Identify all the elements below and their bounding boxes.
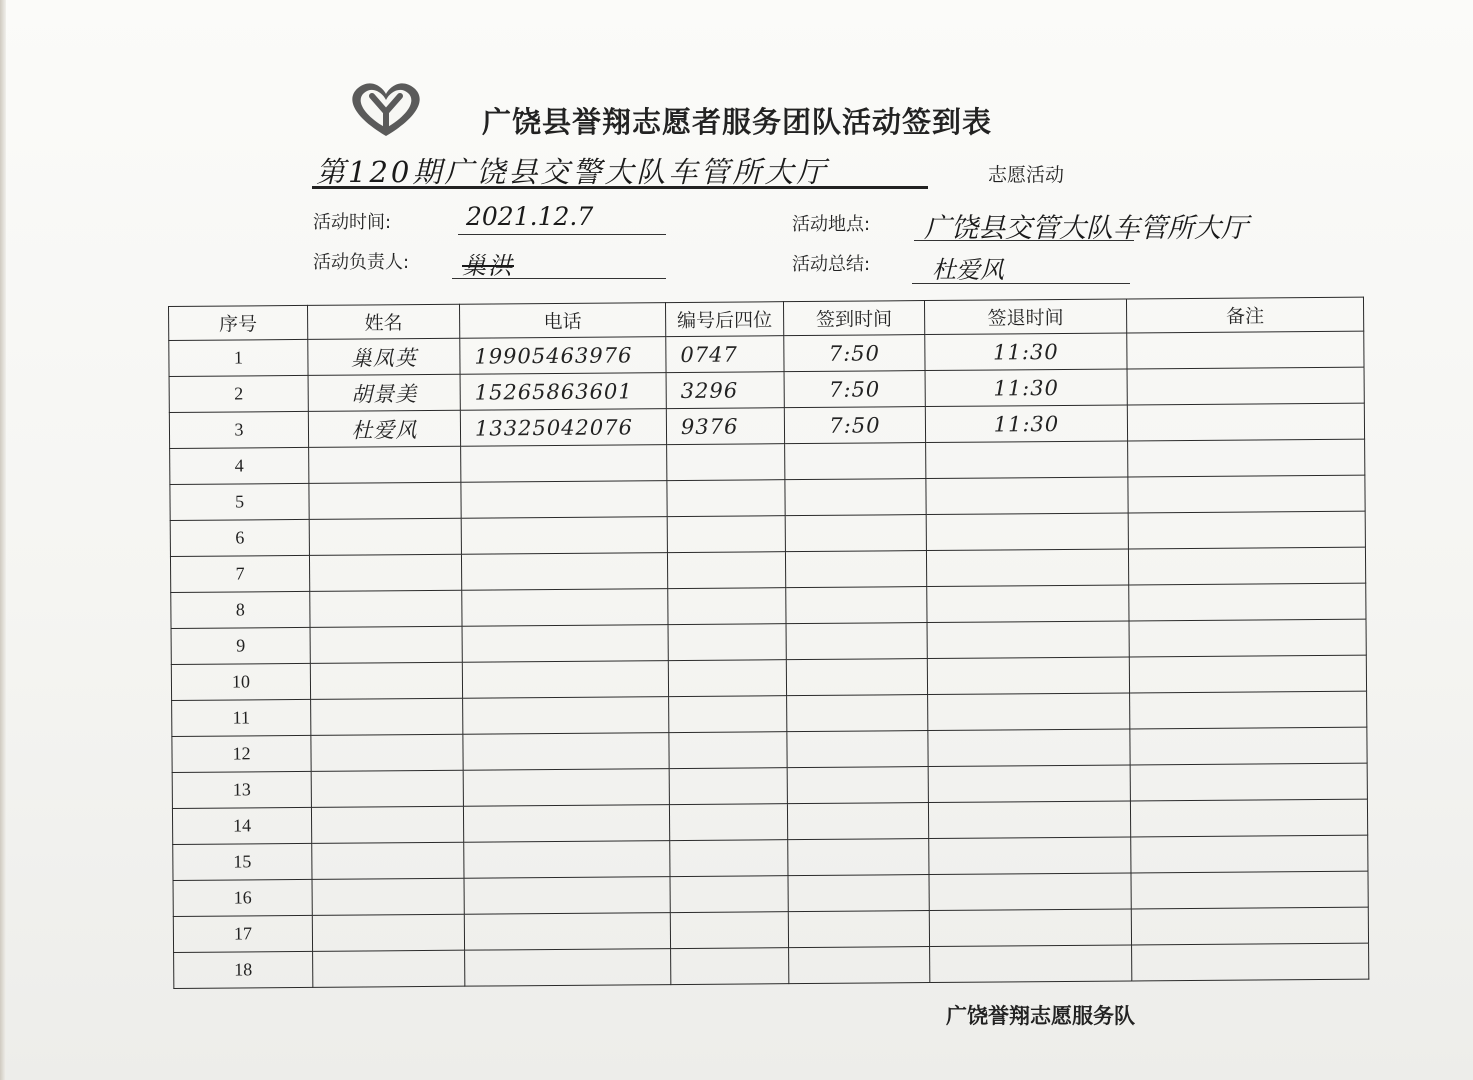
- cell-seq: 13: [172, 771, 311, 808]
- cell-note: [1128, 511, 1365, 549]
- cell-note: [1129, 619, 1366, 657]
- cell-code: [667, 516, 785, 553]
- cell-name: 巢凤英: [308, 338, 460, 375]
- cell-sign-in: 7:50: [784, 407, 925, 444]
- cell-seq: 8: [171, 591, 310, 628]
- cell-phone: [465, 949, 671, 987]
- cell-note: [1130, 727, 1367, 765]
- cell-phone: [464, 913, 670, 951]
- cell-seq: 14: [172, 807, 311, 844]
- cell-sign-out: [928, 693, 1130, 731]
- document-title: 广饶县誉翔志愿者服务团队活动签到表: [482, 105, 993, 139]
- cell-note: [1131, 835, 1368, 873]
- cell-sign-in: [785, 551, 926, 588]
- cell-sign-out: 11:30: [925, 333, 1127, 371]
- cell-note: [1129, 655, 1366, 693]
- cell-phone: 13325042076: [460, 409, 666, 447]
- cell-sign-in: [785, 479, 926, 516]
- cell-name: [311, 806, 463, 843]
- cell-seq: 6: [170, 519, 309, 556]
- leader-label: 活动负责人:: [313, 252, 410, 273]
- cell-phone: [462, 625, 668, 663]
- cell-name: [312, 842, 464, 879]
- cell-note: [1130, 763, 1367, 801]
- cell-phone: 19905463976: [460, 337, 666, 375]
- header-name: 姓名: [307, 304, 459, 339]
- cell-phone: [463, 697, 669, 735]
- cell-code: [671, 948, 789, 985]
- cell-name: [311, 734, 463, 771]
- cell-code: [670, 840, 788, 877]
- cell-name: [310, 662, 462, 699]
- summary-value: 杜爱风: [932, 256, 1004, 284]
- cell-note: [1131, 907, 1368, 945]
- cell-seq: 12: [172, 735, 311, 772]
- cell-sign-in: [788, 875, 929, 912]
- cell-phone: [461, 553, 667, 591]
- cell-seq: 15: [173, 843, 312, 880]
- cell-name: [310, 590, 462, 627]
- paper-edge: [0, 0, 6, 1080]
- cell-sign-in: [787, 695, 928, 732]
- cell-name: 胡景美: [308, 374, 460, 411]
- cell-sign-out: [928, 729, 1130, 767]
- cell-phone: [462, 661, 668, 699]
- cell-name: [312, 914, 464, 951]
- cell-phone: 15265863601: [460, 373, 666, 411]
- time-label: 活动时间:: [313, 212, 392, 233]
- cell-name: [310, 626, 462, 663]
- cell-sign-out: [929, 909, 1131, 947]
- header-sign-out: 签退时间: [924, 299, 1126, 335]
- cell-sign-in: 7:50: [784, 371, 925, 408]
- cell-phone: [464, 877, 670, 915]
- cell-sign-in: [785, 515, 926, 552]
- cell-sign-out: 11:30: [925, 405, 1127, 443]
- event-name-line: [312, 148, 928, 189]
- cell-seq: 16: [173, 879, 312, 916]
- location-value: 广饶县交管大队车管所大厅: [924, 213, 1248, 244]
- cell-note: [1132, 943, 1369, 981]
- cell-phone: [462, 589, 668, 627]
- cell-phone: [463, 769, 669, 807]
- cell-sign-in: [788, 839, 929, 876]
- cell-seq: 5: [170, 483, 309, 520]
- cell-note: [1128, 439, 1365, 477]
- heart-y-logo-icon: [342, 80, 430, 140]
- cell-code: [669, 768, 787, 805]
- cell-sign-in: [786, 659, 927, 696]
- cell-code: 0747: [666, 336, 784, 373]
- cell-sign-out: [928, 801, 1130, 839]
- event-name: 第120期广饶县交警大队车管所大厅: [316, 155, 829, 189]
- cell-code: [669, 696, 787, 733]
- cell-code: [667, 444, 785, 481]
- cell-sign-out: [927, 657, 1129, 695]
- cell-name: 杜爱风: [308, 410, 460, 447]
- cell-code: [667, 480, 785, 517]
- cell-note: [1127, 403, 1364, 441]
- cell-seq: 4: [170, 447, 309, 484]
- cell-phone: [463, 733, 669, 771]
- cell-note: [1128, 475, 1365, 513]
- cell-phone: [463, 805, 669, 843]
- cell-code: [669, 804, 787, 841]
- cell-code: [667, 552, 785, 589]
- cell-code: [670, 912, 788, 949]
- cell-note: [1128, 547, 1365, 585]
- cell-note: [1131, 871, 1368, 909]
- cell-code: [668, 624, 786, 661]
- cell-name: [309, 518, 461, 555]
- cell-note: [1129, 583, 1366, 621]
- footer-organization: 广饶誉翔志愿服务队: [946, 1004, 1135, 1028]
- cell-seq: 1: [169, 339, 308, 376]
- cell-sign-out: [928, 765, 1130, 803]
- cell-code: [670, 876, 788, 913]
- cell-phone: [461, 481, 667, 519]
- cell-code: 3296: [666, 372, 784, 409]
- cell-seq: 7: [170, 555, 309, 592]
- attendance-table: [168, 297, 1369, 989]
- cell-sign-out: [927, 585, 1129, 623]
- leader-signature: 巢洪: [462, 252, 514, 280]
- cell-sign-out: [930, 945, 1132, 983]
- cell-name: [309, 554, 461, 591]
- cell-seq: 9: [171, 627, 310, 664]
- cell-name: [311, 770, 463, 807]
- cell-sign-out: [926, 441, 1128, 479]
- cell-sign-out: [926, 513, 1128, 551]
- summary-label: 活动总结:: [792, 254, 871, 275]
- cell-sign-in: 7:50: [784, 335, 925, 372]
- cell-note: [1130, 799, 1367, 837]
- cell-sign-in: [786, 623, 927, 660]
- header-seq: 序号: [169, 305, 308, 340]
- cell-sign-in: [785, 443, 926, 480]
- cell-seq: 11: [172, 699, 311, 736]
- cell-sign-in: [786, 587, 927, 624]
- cell-sign-out: [926, 477, 1128, 515]
- cell-sign-in: [787, 803, 928, 840]
- header-sign-in: 签到时间: [783, 301, 924, 336]
- cell-sign-in: [787, 767, 928, 804]
- cell-name: [309, 482, 461, 519]
- cell-seq: 3: [169, 411, 308, 448]
- cell-sign-out: 11:30: [925, 369, 1127, 407]
- cell-name: [309, 446, 461, 483]
- cell-code: [668, 660, 786, 697]
- cell-seq: 2: [169, 375, 308, 412]
- cell-note: [1127, 331, 1364, 369]
- header-note: 备注: [1126, 297, 1363, 333]
- cell-sign-in: [789, 947, 930, 984]
- header-phone: 电话: [459, 303, 665, 339]
- cell-note: [1127, 367, 1364, 405]
- cell-note: [1130, 691, 1367, 729]
- cell-phone: [461, 445, 667, 483]
- cell-seq: 17: [173, 915, 312, 952]
- cell-name: [313, 950, 465, 987]
- cell-name: [311, 698, 463, 735]
- event-suffix: 志愿活动: [988, 164, 1065, 186]
- cell-sign-in: [787, 731, 928, 768]
- cell-code: [669, 732, 787, 769]
- cell-code: 9376: [666, 408, 784, 445]
- location-label: 活动地点:: [792, 214, 871, 235]
- cell-sign-in: [788, 911, 929, 948]
- cell-sign-out: [929, 873, 1131, 911]
- cell-sign-out: [926, 549, 1128, 587]
- cell-sign-out: [929, 837, 1131, 875]
- cell-name: [312, 878, 464, 915]
- cell-seq: 10: [171, 663, 310, 700]
- cell-phone: [461, 517, 667, 555]
- cell-phone: [464, 841, 670, 879]
- time-value: 2021.12.7: [466, 202, 594, 231]
- cell-code: [668, 588, 786, 625]
- cell-seq: 18: [174, 951, 313, 988]
- header-code: 编号后四位: [665, 302, 783, 337]
- cell-sign-out: [927, 621, 1129, 659]
